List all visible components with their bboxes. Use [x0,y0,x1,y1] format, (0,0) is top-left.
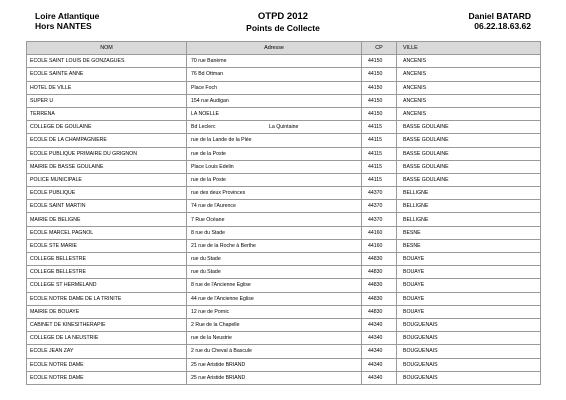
cell-nom: TERRENA [27,107,187,120]
cell-adresse [187,318,362,331]
cell-adresse [187,279,362,292]
table-row [27,68,541,81]
cell-adresse [187,160,362,173]
table-row [27,187,541,200]
cell-adresse [187,213,362,226]
cell-ville: ANCENIS [397,107,541,120]
table-row [27,253,541,266]
cell-cp: 44115 [362,134,397,147]
cell-ville: BESNE [397,226,541,239]
cell-nom: ECOLE NOTRE DAME DE LA TRINITE [27,292,187,305]
cell-cp: 44830 [362,253,397,266]
table-row [27,134,541,147]
cell-nom: ECOLE STE MARIE [27,239,187,252]
cell-ville: BOUAYE [397,279,541,292]
address-line: LA NOELLE [191,111,219,118]
table-row [27,371,541,384]
table-row [27,81,541,94]
cell-ville: BOUGUENAIS [397,345,541,358]
table-row [27,279,541,292]
cell-adresse [187,239,362,252]
address-line: 12 rue de Pornic [191,308,230,315]
scope-label: Hors NANTES [35,21,92,31]
collection-points-table [26,41,541,385]
cell-ville: BOUGUENAIS [397,318,541,331]
cell-cp: 44150 [362,94,397,107]
cell-nom: COLLEGE BELLESTRE [27,266,187,279]
cell-cp: 44150 [362,68,397,81]
address-line: 74 rue de l'Aurence [191,203,236,210]
cell-ville: BELLIGNE [397,200,541,213]
cell-nom: ECOLE PUBLIQUE [27,187,187,200]
cell-nom: MAIRIE DE BELIGNE [27,213,187,226]
cell-adresse [187,147,362,160]
cell-cp: 44830 [362,292,397,305]
cell-ville: ANCENIS [397,68,541,81]
cell-nom: SUPER U [27,94,187,107]
cell-cp: 44150 [362,107,397,120]
cell-cp: 44115 [362,160,397,173]
cell-ville: BESNE [397,239,541,252]
cell-ville: BELLIGNE [397,187,541,200]
cell-adresse [187,134,362,147]
table-row [27,200,541,213]
cell-ville: BASSE GOULAINE [397,160,541,173]
table-row [27,239,541,252]
cell-ville: BASSE GOULAINE [397,121,541,134]
cell-ville: BASSE GOULAINE [397,173,541,186]
cell-adresse [187,332,362,345]
address-line: 21 rue de la Roche à Berthe [191,242,256,249]
cell-ville: ANCENIS [397,81,541,94]
cell-cp: 44115 [362,147,397,160]
address-line: rue de la Poste [191,176,226,183]
table-row [27,292,541,305]
cell-adresse [187,200,362,213]
cell-nom: ECOLE NOTRE DAME [27,358,187,371]
table-row [27,345,541,358]
address-line: 25 rue Aristide BRIAND [191,374,246,381]
cell-nom: ECOLE SAINTE ANNE [27,68,187,81]
address-locality: La Quintaine [269,124,299,131]
cell-adresse [187,187,362,200]
cell-cp: 44830 [362,279,397,292]
cell-nom: MAIRIE DE BASSE GOULAINE [27,160,187,173]
address-line: rue de la Poste [191,150,226,157]
table-row [27,332,541,345]
cell-nom: COLLEGE DE GOULAINE [27,121,187,134]
cell-ville: BOUAYE [397,253,541,266]
cell-ville: ANCENIS [397,94,541,107]
column-header-cp: CP [362,42,397,55]
table-row [27,318,541,331]
address-line: rue des deux Provinces [191,190,246,197]
cell-cp: 44340 [362,332,397,345]
table-row [27,147,541,160]
cell-ville: BOUAYE [397,266,541,279]
cell-adresse [187,55,362,68]
column-header-nom: NOM [27,42,187,55]
table-row [27,226,541,239]
cell-cp: 44340 [362,371,397,384]
cell-nom: COLLEGE ST HERMELAND [27,279,187,292]
address-line: 154 rue Audigan [191,97,229,104]
cell-nom: ECOLE DE LA CHAMPAGNIERE [27,134,187,147]
cell-nom: POLICE MUNICIPALE [27,173,187,186]
cell-nom: ECOLE SAINT MARTIN [27,200,187,213]
cell-nom: HOTEL DE VILLE [27,81,187,94]
cell-nom: ECOLE MARCEL PAGNOL [27,226,187,239]
contact-name: Daniel BATARD [468,11,531,21]
address-line: 2 rue du Cheval à Bascule [191,348,252,355]
cell-ville: BOUGUENAIS [397,371,541,384]
cell-adresse [187,94,362,107]
cell-nom: MAIRIE DE BOUAYE [27,305,187,318]
address-line: 70 rue Banème [191,58,227,65]
cell-ville: BOUAYE [397,292,541,305]
address-line: Place Louis Edelin [191,163,234,170]
page-title: OTPD 2012 [257,11,309,22]
address-line: Bd Leclerc [191,124,216,131]
address-line: rue de la Lande de la Plée [191,137,252,144]
cell-adresse [187,107,362,120]
address-line: rue du Stade [191,269,221,276]
contact-phone: 06.22.18.63.62 [474,21,531,31]
cell-adresse [187,371,362,384]
page-subtitle: Points de Collecte [246,23,320,33]
address-line: 25 rue Aristide BRIAND [191,361,246,368]
cell-nom: ECOLE NOTRE DAME [27,371,187,384]
cell-cp: 44340 [362,318,397,331]
address-line: rue de la Neustrie [191,335,232,342]
cell-ville: BELLIGNE [397,213,541,226]
address-line: 44 rue de l'Ancienne Eglise [191,295,254,302]
cell-adresse [187,345,362,358]
cell-cp: 44160 [362,226,397,239]
address-line: 8 rue du Stade [191,229,226,236]
cell-cp: 44115 [362,121,397,134]
cell-cp: 44370 [362,187,397,200]
cell-adresse [187,226,362,239]
cell-ville: ANCENIS [397,55,541,68]
cell-cp: 44115 [362,173,397,186]
cell-ville: BOUAYE [397,305,541,318]
cell-cp: 44830 [362,305,397,318]
cell-ville: BASSE GOULAINE [397,147,541,160]
cell-adresse [187,292,362,305]
cell-cp: 44370 [362,213,397,226]
cell-nom: ECOLE PUBLIQUE PRIMAIRE DU GRIGNON [27,147,187,160]
cell-adresse [187,173,362,186]
cell-nom: COLLEGE BELLESTRE [27,253,187,266]
column-header-ville: VILLE [397,42,541,55]
cell-nom: CABINET DE KINESITHERAPIE [27,318,187,331]
cell-cp: 44830 [362,266,397,279]
cell-adresse [187,266,362,279]
table-row [27,94,541,107]
table-row [27,213,541,226]
address-line: 76 Bd Ottman [191,71,224,78]
cell-nom: COLLEGE DE LA NEUSTRIE [27,332,187,345]
table-row [27,173,541,186]
table-row [27,121,541,134]
cell-cp: 44340 [362,358,397,371]
region-label: Loire Atlantique [35,11,100,21]
table-header-row [27,42,541,55]
address-line: 2 Rue de la Chapelle [191,322,240,329]
table-row [27,160,541,173]
table-row [27,305,541,318]
cell-cp: 44370 [362,200,397,213]
cell-adresse [187,305,362,318]
cell-adresse [187,121,362,134]
cell-adresse [187,68,362,81]
cell-cp: 44150 [362,81,397,94]
cell-adresse [187,358,362,371]
cell-ville: BASSE GOULAINE [397,134,541,147]
cell-ville: BOUGUENAIS [397,358,541,371]
table-row [27,107,541,120]
address-line: rue du Stade [191,256,221,263]
table-body [27,55,541,385]
address-line: 8 rue de l'Ancienne Eglise [191,282,251,289]
address-line: 7 Rue Océane [191,216,225,223]
cell-ville: BOUGUENAIS [397,332,541,345]
cell-nom: ECOLE SAINT LOUIS DE GONZAGUES [27,55,187,68]
table-row [27,55,541,68]
address-line: Place Foch [191,84,217,91]
column-header-adresse: Adresse [187,42,362,55]
cell-cp: 44150 [362,55,397,68]
header-right [469,11,532,31]
cell-adresse [187,81,362,94]
cell-cp: 44160 [362,239,397,252]
table-row [27,266,541,279]
table-row [27,358,541,371]
cell-adresse [187,253,362,266]
cell-nom: ECOLE JEAN ZAY [27,345,187,358]
cell-cp: 44340 [362,345,397,358]
